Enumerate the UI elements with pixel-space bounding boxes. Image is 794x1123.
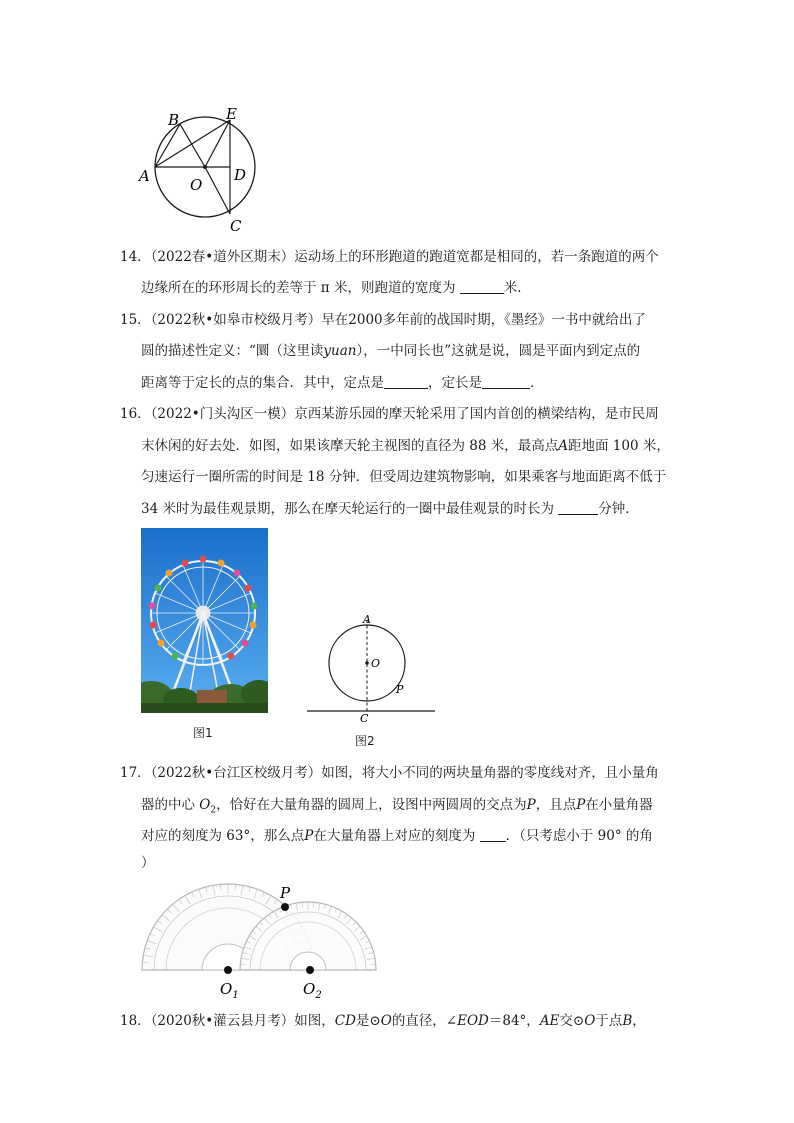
question-15-line3 [141, 368, 681, 400]
question-16 [120, 399, 680, 431]
angle-eod: EOD [457, 1013, 489, 1029]
segment-oc [205, 167, 230, 214]
question-14-line2 [141, 273, 681, 305]
question-source: （2020秋•灌云县月考） [150, 1013, 295, 1029]
answer-blank[interactable] [480, 827, 506, 842]
question-text: 于点 [595, 1013, 623, 1029]
center-dot [203, 165, 207, 169]
ferris-wheel-diagram [305, 610, 440, 722]
segment-ae [155, 120, 230, 167]
label-a: A [139, 167, 150, 185]
question-text: ，恰好在大量角器的圆周上，设图中两圆周的交点为 [216, 797, 527, 813]
question-text: ．（只考虑小于 90° 的角 [505, 828, 653, 844]
question-text: 分钟． [598, 501, 639, 517]
answer-blank-2[interactable] [482, 374, 530, 389]
label-d: D [234, 166, 247, 184]
point-b: B [622, 1013, 633, 1029]
question-source: （2022•门头沟区一模） [150, 406, 295, 422]
question-number: 17． [120, 765, 151, 781]
question-source: （2022秋•台江区校级月考） [150, 765, 322, 781]
segment-ae: AE [539, 1013, 560, 1029]
question-number: 15． [120, 312, 151, 328]
figure-1-caption: 图1 [193, 726, 213, 740]
question-text: ），一中同长也”这就是说，圆是平面内到定点的 [356, 343, 641, 359]
label-c: C [360, 712, 369, 722]
point-o1-dot [224, 966, 232, 974]
question-text: 在大量角器上对应的刻度为 [313, 828, 480, 844]
answer-blank[interactable] [460, 279, 504, 294]
point-o: O [584, 1013, 596, 1029]
segment-bo [180, 124, 205, 167]
point-p: P [304, 828, 314, 844]
subscript: 2 [210, 805, 217, 816]
question-15 [120, 305, 680, 337]
point-p: P [526, 797, 536, 813]
question-text: ，定长是 [428, 375, 482, 391]
point-o2: O [199, 797, 211, 813]
question-number: 18． [120, 1013, 151, 1029]
question-text: 距离等于定长的点的集合．其中，定点是 [141, 375, 384, 391]
question-text: 距地面 100 米， [568, 438, 670, 454]
question-source: （2022春•道外区期末） [150, 249, 295, 265]
question-text: 匀速运行一圈所需的时间是 18 分钟．但受周边建筑物影响，如果乘客与地面距离不低于 [141, 469, 667, 485]
question-17 [120, 758, 680, 790]
circle-figure-q13 [130, 100, 270, 235]
answer-blank-1[interactable] [384, 374, 428, 389]
label-a: A [363, 613, 371, 626]
question-text: ） [141, 855, 155, 871]
segment-oe [205, 120, 230, 167]
question-text: 运动场上的环形跑道的跑道宽都是相同的，若一条跑道的两个 [294, 249, 659, 265]
point-a: A [558, 438, 569, 454]
protractor-figure [138, 880, 388, 1000]
question-text: 交⊙ [559, 1013, 585, 1029]
label-o: O [190, 176, 203, 194]
question-text: 米． [503, 280, 531, 296]
question-14 [120, 242, 680, 274]
question-text: 边缘所在的环形周长的差等于 π 米，则跑道的宽度为 [141, 280, 460, 296]
question-text: 器的中心 [141, 797, 200, 813]
question-16-line3 [141, 462, 681, 494]
label-o: O [371, 657, 381, 670]
label-e: E [226, 105, 237, 123]
question-text: 34 米时为最佳观景期，那么在摩天轮运行的一圈中最佳观景的时长为 [141, 501, 559, 517]
question-text: 对应的刻度为 63°，那么点 [141, 828, 305, 844]
question-text: 是⊙ [355, 1013, 381, 1029]
question-16-line2 [141, 431, 681, 463]
point-p: P [576, 797, 586, 813]
question-text: 末休闲的好去处．如图，如果该摩天轮主视图的直径为 88 米，最高点 [141, 438, 559, 454]
point-p-dot [281, 903, 289, 911]
question-text: 的直径，∠ [391, 1013, 458, 1029]
label-o2: $O_2$ [303, 980, 322, 1000]
answer-blank[interactable] [558, 500, 598, 515]
pinyin-yuan: yuan [323, 343, 357, 359]
question-text: ， [632, 1013, 646, 1029]
question-text: ． [530, 375, 544, 391]
label-p: P [280, 884, 291, 902]
question-15-line2 [141, 336, 681, 368]
ferris-wheel-photo [141, 528, 268, 713]
question-text: 在小量角器 [585, 797, 653, 813]
question-text: 如图， [294, 1013, 335, 1029]
label-c: C [230, 217, 242, 235]
segment-cd: CD [334, 1013, 356, 1029]
question-18 [120, 1006, 680, 1038]
question-text: 京西某游乐园的摩天轮采用了国内首创的横梁结构，是市民周 [294, 406, 659, 422]
question-text: 如图，将大小不同的两块量角器的零度线对齐，且小量角 [321, 765, 659, 781]
figure-2-caption: 图2 [355, 734, 375, 748]
question-text: ＝84°， [488, 1013, 540, 1029]
label-b: B [168, 111, 180, 129]
segment-ab [155, 124, 180, 167]
point-o2-dot [306, 966, 314, 974]
question-17-line4 [141, 848, 681, 880]
point-o: O [380, 1013, 392, 1029]
question-text: 圆的描述性定义：“圜（这里读 [141, 343, 324, 359]
question-source: （2022秋•如皋市校级月考） [150, 312, 322, 328]
question-text: 早在2000多年前的战国时期，《墨经》一书中就给出了 [321, 312, 646, 328]
question-text: ，且点 [535, 797, 577, 813]
question-16-line4 [141, 494, 681, 526]
question-number: 16． [120, 406, 151, 422]
center-dot [365, 661, 369, 665]
question-number: 14． [120, 249, 151, 265]
label-o1: $O_1$ [220, 980, 239, 1000]
label-p: P [396, 683, 404, 696]
